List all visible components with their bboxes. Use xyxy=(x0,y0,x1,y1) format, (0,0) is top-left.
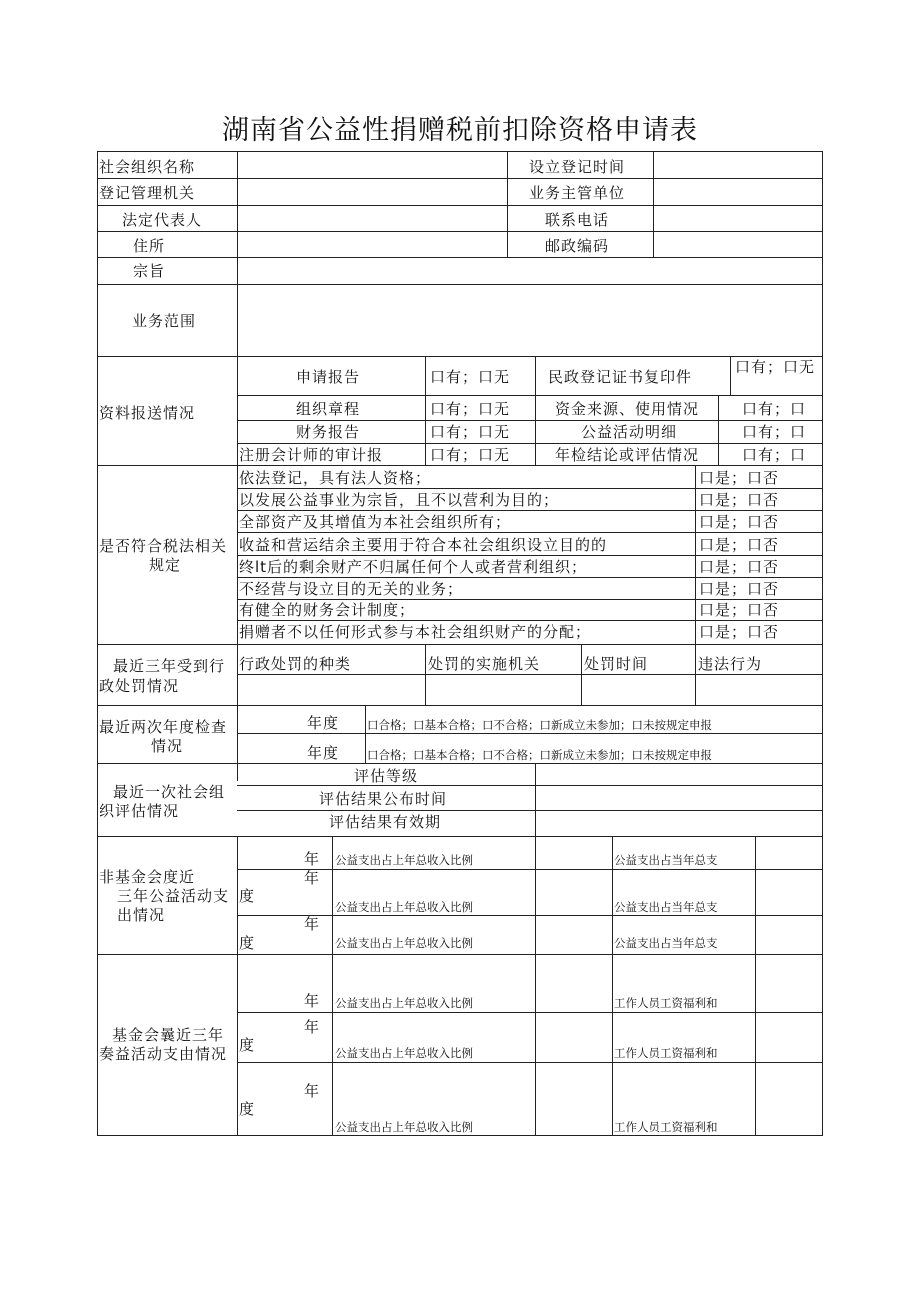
material-option[interactable]: 口有；口无 xyxy=(430,446,511,464)
nonfund-year: 年 xyxy=(304,869,321,887)
inspection-year: 年度 xyxy=(307,714,340,732)
fund-year: 年 xyxy=(304,1082,321,1100)
nonfund-du: 度 xyxy=(239,887,256,905)
nonfund-col2: 公益支出占当年总支 xyxy=(614,853,718,867)
fund-du: 度 xyxy=(239,1036,256,1054)
material-option[interactable]: 口有；口无 xyxy=(430,423,511,441)
evaluation-row: 评估等级 xyxy=(354,767,419,785)
compliance-item: 收益和营运结余主要用于符合本社会组织设立目的的 xyxy=(239,536,608,554)
label-purpose: 宗旨 xyxy=(133,262,166,280)
nonfund-year: 年 xyxy=(304,915,321,933)
fund-col2: 工作人员工资福利和 xyxy=(614,1046,718,1060)
label-nonfund: 出情况 xyxy=(117,906,166,924)
evaluation-row: 评估结果有效期 xyxy=(329,813,442,831)
nonfund-du: 度 xyxy=(239,934,256,952)
material-name: 年检结论或评估情况 xyxy=(555,446,700,464)
compliance-item: 捐赠者不以任何形式参与本社会组织财产的分配； xyxy=(239,623,592,641)
label-nonfund: 三年公益活动支 xyxy=(117,887,230,905)
compliance-item: 以发展公益事业为宗旨，且不以营利为目的； xyxy=(239,491,560,509)
fund-du: 度 xyxy=(239,1100,256,1118)
penalty-header-violation: 违法行为 xyxy=(698,655,763,673)
compliance-item: 全部资产及其增值为本社会组织所有； xyxy=(239,513,512,531)
label-inspection: 情况 xyxy=(151,737,184,755)
compliance-option[interactable]: 口是；口否 xyxy=(699,513,780,531)
fund-col1: 公益支出占上年总收入比例 xyxy=(335,996,473,1010)
inspection-options[interactable]: 口合格；口基本合格；口不合格；口新成立未参加；口未按规定申报 xyxy=(367,748,712,762)
evaluation-row: 评估结果公布时间 xyxy=(319,790,448,808)
label-scope: 业务范围 xyxy=(132,312,197,330)
label-fund: 基金会曩近三年 xyxy=(112,1026,225,1044)
fund-col1: 公益支出占上年总收入比例 xyxy=(335,1120,473,1134)
material-name: 申请报告 xyxy=(296,368,361,386)
compliance-item: 有健全的财务会计制度； xyxy=(239,601,416,619)
label-postcode: 邮政编码 xyxy=(545,237,610,255)
label-penalty: 政处罚情况 xyxy=(99,677,180,695)
penalty-header-time: 处罚时间 xyxy=(584,655,649,673)
label-address: 住所 xyxy=(133,237,166,255)
nonfund-col1: 公益支出占上年总收入比例 xyxy=(335,900,473,914)
material-option[interactable]: 口有；口 xyxy=(742,400,807,418)
label-evaluation: 最近一次社会组 xyxy=(113,783,226,801)
label-inspection: 最近两次年度检查 xyxy=(99,718,228,736)
inspection-options[interactable]: 口合格；口基本合格；口不合格；口新成立未参加；口未按规定申报 xyxy=(367,718,712,732)
fund-year: 年 xyxy=(304,992,321,1010)
label-nonfund: 非基金会度近 xyxy=(99,868,196,886)
label-evaluation: 织评估情况 xyxy=(99,802,180,820)
inspection-year: 年度 xyxy=(307,744,340,762)
compliance-option[interactable]: 口是；口否 xyxy=(699,580,780,598)
label-reg-authority: 登记管理机关 xyxy=(99,184,196,202)
label-phone: 联系电话 xyxy=(545,211,610,229)
material-name: 资金来源、使用情况 xyxy=(555,400,700,418)
label-compliance: 规定 xyxy=(149,556,182,574)
penalty-header-authority: 处罚的实施机关 xyxy=(428,655,541,673)
penalty-header-type: 行政处罚的种类 xyxy=(239,655,352,673)
label-supervisor: 业务主管单位 xyxy=(529,184,626,202)
material-option[interactable]: 口有；口无 xyxy=(735,358,816,376)
compliance-option[interactable]: 口是；口否 xyxy=(699,601,780,619)
nonfund-col1: 公益支出占上年总收入比例 xyxy=(335,853,473,867)
label-penalty: 最近三年受到行 xyxy=(113,657,226,675)
nonfund-col1: 公益支出占上年总收入比例 xyxy=(335,936,473,950)
material-name: 公益活动明细 xyxy=(581,423,678,441)
material-name: 注册会计师的审计报 xyxy=(239,446,384,464)
fund-col1: 公益支出占上年总收入比例 xyxy=(335,1046,473,1060)
material-option[interactable]: 口有；口 xyxy=(742,423,807,441)
label-materials: 资料报送情况 xyxy=(99,404,196,422)
form-title: 湖南省公益性捐赠税前扣除资格申请表 xyxy=(222,115,698,146)
material-name: 民政登记证书复印件 xyxy=(548,368,693,386)
nonfund-year: 年 xyxy=(304,850,321,868)
compliance-option[interactable]: 口是；口否 xyxy=(699,558,780,576)
nonfund-col2: 公益支出占当年总支 xyxy=(614,936,718,950)
compliance-option[interactable]: 口是；口否 xyxy=(699,623,780,641)
compliance-item: 依法登记，具有法人资格； xyxy=(239,469,432,487)
label-fund: 奏益活动支由情况 xyxy=(99,1045,228,1063)
label-legal-rep: 法定代表人 xyxy=(122,211,203,229)
fund-year: 年 xyxy=(304,1018,321,1036)
label-org-name: 社会组织名称 xyxy=(99,158,196,176)
compliance-option[interactable]: 口是；口否 xyxy=(699,491,780,509)
compliance-option[interactable]: 口是；口否 xyxy=(699,536,780,554)
compliance-option[interactable]: 口是；口否 xyxy=(699,469,780,487)
material-option[interactable]: 口有；口无 xyxy=(430,400,511,418)
material-name: 组织章程 xyxy=(296,400,361,418)
material-option[interactable]: 口有；口 xyxy=(742,446,807,464)
fund-col2: 工作人员工资福利和 xyxy=(614,1120,718,1134)
material-name: 财务报告 xyxy=(296,423,361,441)
compliance-item: 终lt后的剩余财产不归属任何个人或者营利组织； xyxy=(239,558,588,576)
nonfund-col2: 公益支出占当年总支 xyxy=(614,900,718,914)
compliance-item: 不经营与设立目的无关的业务； xyxy=(239,580,464,598)
label-compliance: 是否符合税法相关 xyxy=(99,537,228,555)
material-option[interactable]: 口有；口无 xyxy=(430,368,511,386)
fund-col2: 工作人员工资福利和 xyxy=(614,996,718,1010)
label-reg-time: 设立登记时间 xyxy=(529,158,626,176)
